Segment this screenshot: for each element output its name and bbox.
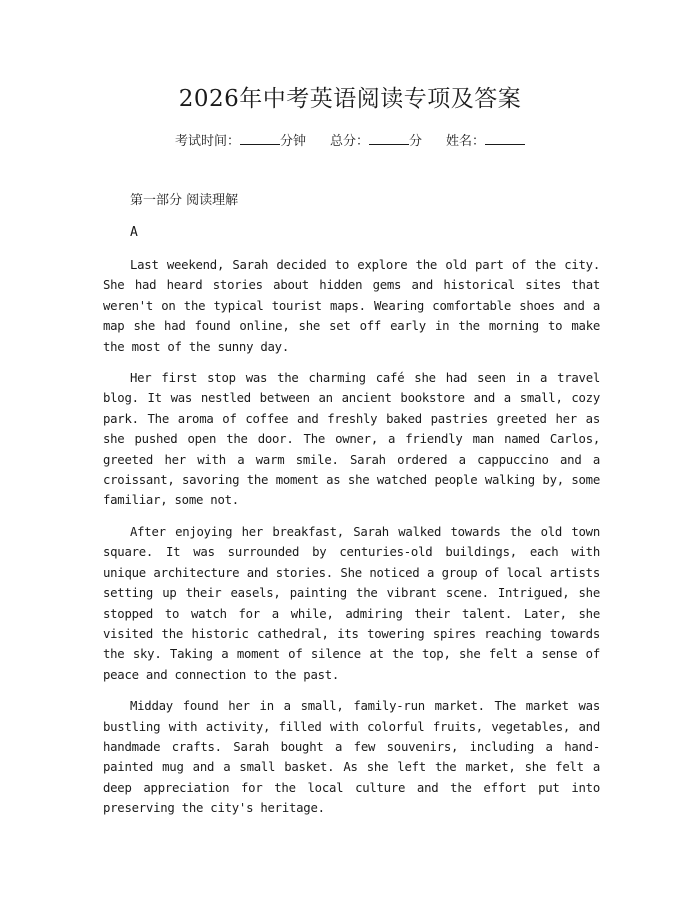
total-score-blank — [369, 132, 409, 145]
paragraph: Last weekend, Sarah decided to explore the old part of the city. She had heard stories about hidden gems and historical sites that weren't on the typical tourist maps. Wearing comfortable shoes and a map she had found online, she set off early in the morning to make the most of the sunny day. — [103, 258, 600, 354]
paragraph: Midday found her in a small, family-run market. The market was bustling with activity, filled with colorful fruits, vegetables, and handmade crafts. Sarah bought a few souvenirs, including a hand-painted mug and a small basket. As she left the market, she felt a deep appreciation for the local culture and the effort put into preserving the city's heritage. — [103, 699, 600, 816]
paragraph: After enjoying her breakfast, Sarah walked towards the old town square. It was surrounded by centuries-old buildings, each with unique architecture and stories. She noticed a group of local artists setting up their easels, painting the vibrant scene. Intrigued, she stopped to watch for a while, admiring their talent. Later, she visited the historic cathedral, its towering spires reaching towards the sky. Taking a moment of silence at the top, she felt a sense of peace and connection to the past. — [103, 524, 600, 682]
page-title: 2026年中考英语阅读专项及答案 — [178, 86, 522, 112]
passage-label: A — [130, 225, 138, 240]
student-name-label: 姓名： — [446, 134, 486, 149]
exam-info-line — [0, 132, 700, 152]
total-score-field — [330, 134, 422, 149]
total-score-unit: 分 — [409, 134, 423, 149]
exam-time-field — [175, 134, 306, 149]
total-score-label: 总分： — [329, 134, 369, 149]
exam-time-label: 考试时间： — [174, 134, 240, 149]
exam-time-unit: 分钟 — [279, 134, 306, 149]
paragraph: Her first stop was the charming café she had seen in a travel blog. It was nestled between an ancient bookstore and a small, cozy park. The aroma of coffee and freshly baked pastries greeted her as she pushed open the door. The owner, a friendly man named Carlos, greeted her with a warm smile. Sarah ordered a cappuccino and a croissant, savoring the moment as she watched people walking by, some familiar, some not. — [103, 371, 600, 508]
passage-body — [103, 255, 600, 830]
student-name-blank — [485, 132, 525, 145]
exam-time-blank — [240, 132, 280, 145]
section-heading: 第一部分 阅读理解 — [130, 193, 239, 208]
student-name-field — [446, 134, 525, 149]
